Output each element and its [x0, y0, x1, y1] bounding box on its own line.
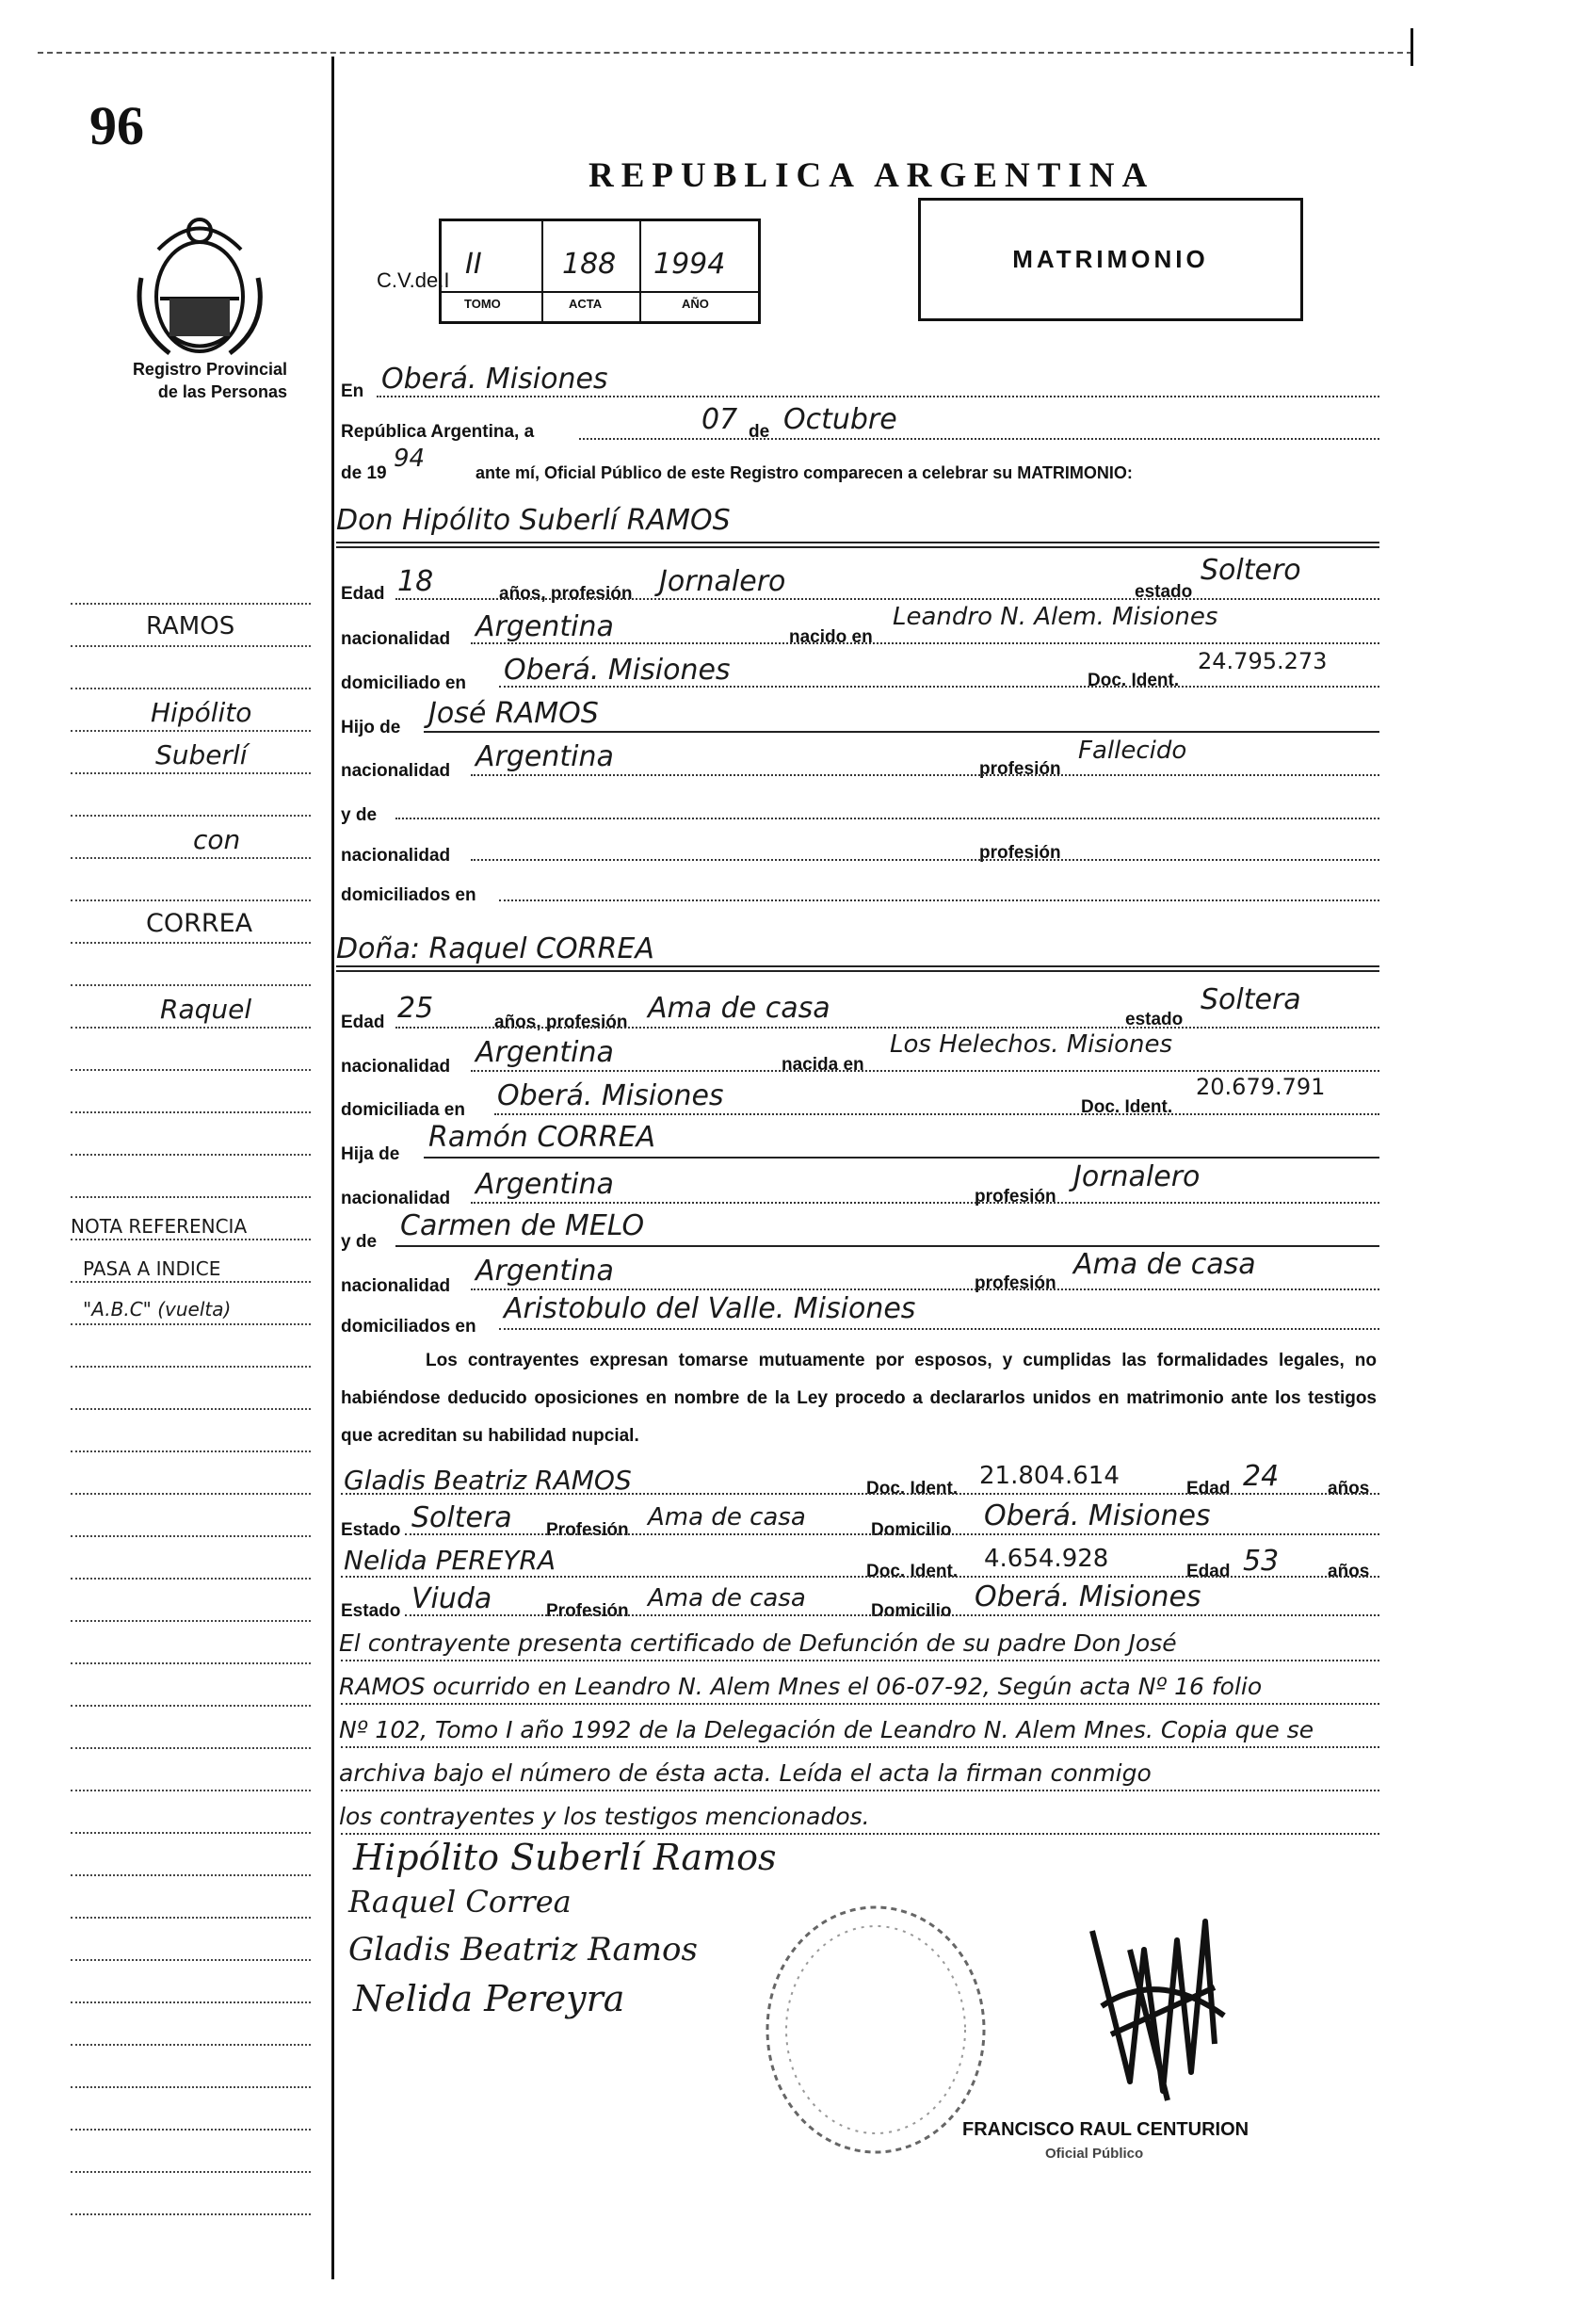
label-nacionalidad-3: nacionalidad: [341, 846, 451, 866]
value-groom-father-nationality: Argentina: [476, 740, 614, 773]
document-type-box: [918, 198, 1303, 321]
value-groom-doc: 24.795.273: [1198, 648, 1328, 674]
value-bride-birthplace: Los Helechos. Misiones: [890, 1030, 1173, 1059]
note-line: archiva bajo el número de ésta acta. Leída el acta la firman conmigo: [339, 1759, 1152, 1787]
label-hijo-de: Hijo de: [341, 718, 401, 737]
label-profesion-6: Profesión: [546, 1601, 629, 1621]
value-witness2-doc: 4.654.928: [984, 1545, 1109, 1573]
value-bride: Doña: Raquel CORREA: [336, 932, 654, 965]
margin-note-1: NOTA REFERENCIA: [71, 1215, 248, 1238]
label-profesion: profesión: [979, 759, 1061, 779]
value-groom-father-profession: Fallecido: [1078, 737, 1187, 765]
label-doc-ident-2: Doc. Ident.: [1081, 1097, 1173, 1117]
label-y-de-2: y de: [341, 1232, 378, 1252]
label-nacionalidad: nacionalidad: [341, 629, 451, 649]
registry-line-2: de las Personas: [157, 382, 287, 401]
label-ante: ante mí, Oficial Público de este Registro comparecen a celebrar su MATRIMONIO:: [476, 463, 1133, 482]
value-witness2-name: Nelida PEREYRA: [344, 1545, 556, 1576]
margin-note-2: PASA A INDICE: [83, 1257, 221, 1280]
value-witness1-state: Soltera: [411, 1501, 512, 1534]
value-bride-doc: 20.679.791: [1196, 1074, 1326, 1100]
anio-label: AÑO: [682, 297, 709, 311]
value-witness2-state: Viuda: [411, 1582, 492, 1615]
official-name: FRANCISCO RAUL CENTURION: [962, 2119, 1249, 2140]
value-witness1-profession: Ama de casa: [648, 1503, 806, 1531]
value-bride-parents-domicile: Aristobulo del Valle. Misiones: [504, 1292, 916, 1325]
label-nacida-en: nacida en: [782, 1055, 864, 1075]
margin-given-2: Raquel: [160, 994, 252, 1025]
record-prefix: C.V.de.I: [377, 268, 450, 292]
value-bride-mother-profession: Ama de casa: [1073, 1248, 1256, 1281]
label-doc-ident: Doc. Ident.: [1088, 671, 1180, 690]
value-witness1-age: 24: [1243, 1460, 1280, 1493]
label-edad-3: Edad: [1186, 1479, 1231, 1499]
value-bride-nationality: Argentina: [476, 1036, 614, 1069]
label-doc-ident-3: Doc. Ident.: [866, 1479, 959, 1499]
page-number: 96: [89, 95, 144, 156]
value-bride-state: Soltera: [1201, 983, 1301, 1016]
tomo-value: II: [465, 248, 482, 281]
label-edad-2: Edad: [341, 1013, 385, 1032]
margin-surname-2: CORREA: [146, 909, 253, 938]
margin-given-1a: Hipólito: [151, 697, 252, 728]
label-de: de: [749, 422, 770, 442]
note-line: RAMOS ocurrido en Leandro N. Alem Mnes el 06-07-92, Según acta Nº 16 folio: [339, 1673, 1263, 1700]
value-groom-domicile: Oberá. Misiones: [504, 654, 731, 687]
formal-declaration: Los contrayentes expresan tomarse mutuamente por esposos, y cumplidas las formalidades legales, no habiéndose deducido oposiciones en nombre de la Ley procedo a declararlos unidos en matrimonio ante los testigos que acreditan su habilidad nupcial.: [341, 1351, 1377, 1446]
label-edad: Edad: [341, 584, 385, 604]
label-profesion-3: profesión: [975, 1187, 1056, 1207]
label-nacionalidad-5: nacionalidad: [341, 1189, 451, 1208]
official-seal: [753, 1893, 998, 2166]
value-groom-profession: Jornalero: [659, 565, 786, 598]
signature-witness-1: Gladis Beatriz Ramos: [348, 1931, 698, 1969]
acta-value: 188: [562, 248, 617, 281]
value-day: 07: [701, 403, 738, 436]
value-witness2-domicile: Oberá. Misiones: [975, 1580, 1201, 1613]
margin-surname-1: RAMOS: [146, 612, 235, 640]
value-month: Octubre: [783, 403, 897, 436]
note-line: Nº 102, Tomo I año 1992 de la Delegación de Leandro N. Alem Mnes. Copia que se: [339, 1716, 1314, 1743]
value-bride-father-nationality: Argentina: [476, 1168, 614, 1201]
tomo-label: TOMO: [464, 297, 501, 311]
value-groom-father: José RAMOS: [428, 697, 599, 730]
value-bride-age: 25: [397, 992, 434, 1025]
margin-given-1b: Suberlí: [155, 739, 248, 770]
label-domicilio-2: Domicilio: [871, 1601, 952, 1621]
signature-bride: Raquel Correa: [348, 1884, 572, 1920]
value-witness2-profession: Ama de casa: [648, 1584, 806, 1612]
official-title: Oficial Público: [1045, 2146, 1144, 2162]
margin-con: con: [193, 824, 241, 855]
anio-value: 1994: [653, 248, 726, 281]
label-nacionalidad-6: nacionalidad: [341, 1276, 451, 1296]
label-domiciliados-2: domiciliados en: [341, 1317, 476, 1337]
country-title: REPUBLICA ARGENTINA: [588, 156, 1155, 195]
label-anos-profesion-2: años, profesión: [494, 1013, 628, 1032]
label-hija-de: Hija de: [341, 1144, 400, 1164]
value-place: Oberá. Misiones: [381, 363, 608, 396]
official-signature: [1073, 1893, 1243, 2110]
label-profesion-4: profesión: [975, 1273, 1056, 1293]
label-anos-2: años: [1328, 1562, 1370, 1581]
value-witness1-name: Gladis Beatriz RAMOS: [344, 1465, 632, 1496]
note-line: El contrayente presenta certificado de Defunción de su padre Don José: [339, 1629, 1177, 1657]
label-domiciliados: domiciliados en: [341, 885, 476, 905]
margin-divider: [331, 57, 334, 2279]
label-doc-ident-4: Doc. Ident.: [866, 1562, 959, 1581]
label-domiciliada: domiciliada en: [341, 1100, 465, 1120]
value-groom-birthplace: Leandro N. Alem. Misiones: [893, 603, 1218, 631]
value-witness2-age: 53: [1243, 1545, 1280, 1578]
label-anos: años: [1328, 1479, 1370, 1499]
label-estado-2: estado: [1125, 1010, 1184, 1029]
value-groom-state: Soltero: [1201, 554, 1301, 587]
value-bride-father: Ramón CORREA: [428, 1121, 656, 1154]
label-nacionalidad-4: nacionalidad: [341, 1057, 451, 1077]
label-estado: estado: [1135, 582, 1193, 602]
margin-note-3: "A.B.C" (vuelta): [83, 1298, 232, 1321]
value-bride-profession: Ama de casa: [648, 992, 830, 1025]
label-profesion-5: Profesión: [546, 1520, 629, 1540]
label-edad-4: Edad: [1186, 1562, 1231, 1581]
signature-witness-2: Nelida Pereyra: [353, 1978, 625, 2019]
registry-name: [89, 358, 287, 403]
note-line: los contrayentes y los testigos mencionados.: [339, 1803, 870, 1830]
coat-of-arms-emblem: [132, 212, 268, 363]
label-domicilio: Domicilio: [871, 1520, 952, 1540]
acta-label: ACTA: [569, 297, 603, 311]
registry-line-1: Registro Provincial: [132, 360, 287, 379]
value-year: 94: [394, 445, 426, 473]
value-groom-age: 18: [397, 565, 434, 598]
value-bride-domicile: Oberá. Misiones: [497, 1079, 724, 1112]
handwritten-note: [339, 1622, 1384, 1839]
label-nacido-en: nacido en: [789, 627, 873, 647]
label-domiciliado: domiciliado en: [341, 673, 467, 693]
value-bride-mother-nationality: Argentina: [476, 1255, 614, 1288]
label-profesion-2: profesión: [979, 843, 1061, 863]
label-en: En: [341, 381, 364, 401]
value-witness1-domicile: Oberá. Misiones: [984, 1499, 1211, 1532]
label-y-de: y de: [341, 805, 378, 825]
label-nacionalidad-2: nacionalidad: [341, 761, 451, 781]
label-estado-4: Estado: [341, 1601, 401, 1621]
value-groom: Don Hipólito Suberlí RAMOS: [336, 504, 731, 537]
label-anos-profesion: años, profesión: [499, 584, 633, 604]
label-republica: República Argentina, a: [341, 422, 535, 442]
label-estado-3: Estado: [341, 1520, 401, 1540]
document-type: MATRIMONIO: [1012, 245, 1209, 273]
value-bride-mother: Carmen de MELO: [400, 1209, 645, 1242]
label-de-19: de 19: [341, 463, 387, 483]
signature-groom: Hipólito Suberlí Ramos: [353, 1837, 777, 1878]
value-bride-father-profession: Jornalero: [1073, 1160, 1201, 1193]
value-groom-nationality: Argentina: [476, 610, 614, 643]
value-witness1-doc: 21.804.614: [979, 1462, 1120, 1490]
record-number-box: [439, 219, 761, 324]
